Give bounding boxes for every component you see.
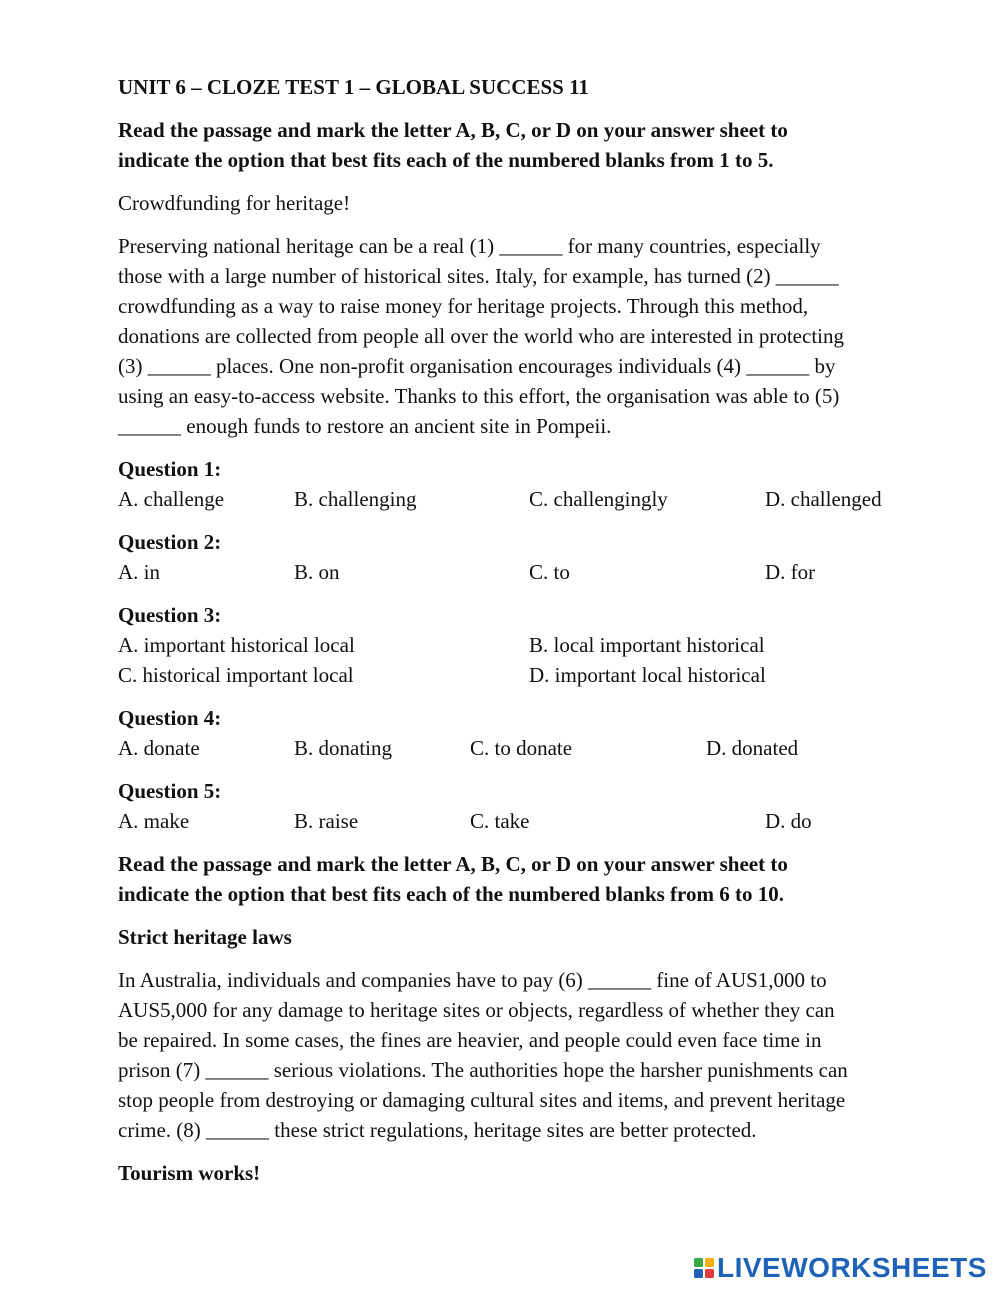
instruction-line: Read the passage and mark the letter A, B, C, or D on your answer sheet to [118,118,788,142]
passage-line: donations are collected from people all over the world who are interested in protecting [118,324,844,348]
instruction-line: indicate the option that best fits each of the numbered blanks from 1 to 5. [118,148,774,172]
option-c[interactable]: C. challengingly [529,487,668,511]
option-row [118,630,918,660]
passage-line: (3) ______ places. One non-profit organisation encourages individuals (4) ______ by [118,354,836,378]
passage-line: crime. (8) ______ these strict regulations, heritage sites are better protected. [118,1118,757,1142]
passage-2-heading: Strict heritage laws [118,925,292,949]
passage-line: crowdfunding as a way to raise money for heritage projects. Through this method, [118,294,809,318]
option-d[interactable]: D. donated [706,736,799,760]
liveworksheets-logo-icon [693,1257,715,1279]
option-c[interactable]: C. historical important local [118,663,354,687]
option-d[interactable]: D. challenged [765,487,882,511]
instruction-line: indicate the option that best fits each of the numbered blanks from 6 to 10. [118,882,784,906]
passage-line: be repaired. In some cases, the fines are heavier, and people could even face time in [118,1028,822,1052]
option-d[interactable]: D. for [765,560,816,584]
passage-line: ______ enough funds to restore an ancient site in Pompeii. [118,414,612,438]
option-a[interactable]: A. donate [118,736,200,760]
question-label: Question 4: [118,706,222,730]
passage-1 [118,231,918,441]
passage-2 [118,965,918,1145]
liveworksheets-logo-text: LIVEWORKSHEETS [717,1252,987,1283]
liveworksheets-logo [693,1253,987,1283]
instruction-line: Read the passage and mark the letter A, B, C, or D on your answer sheet to [118,852,788,876]
option-b[interactable]: B. raise [294,809,359,833]
option-b[interactable]: B. challenging [294,487,417,511]
option-a[interactable]: A. make [118,809,190,833]
question-3 [118,600,918,690]
passage-3-heading: Tourism works! [118,1161,261,1185]
option-row [118,484,918,514]
option-b[interactable]: B. on [294,560,340,584]
option-a[interactable]: A. in [118,560,160,584]
worksheet-title: UNIT 6 – CLOZE TEST 1 – GLOBAL SUCCESS 11 [118,75,589,99]
question-2 [118,527,918,587]
passage-line: using an easy-to-access website. Thanks to this effort, the organisation was able to (5) [118,384,840,408]
option-b[interactable]: B. donating [294,736,392,760]
passage-line: prison (7) ______ serious violations. The authorities hope the harsher punishments can [118,1058,848,1082]
passage-line: those with a large number of historical sites. Italy, for example, has turned (2) ______ [118,264,839,288]
option-row [118,806,918,836]
option-c[interactable]: C. take [470,809,530,833]
option-c[interactable]: C. to donate [470,736,573,760]
question-5 [118,776,918,836]
passage-line: In Australia, individuals and companies have to pay (6) ______ fine of AUS1,000 to [118,968,827,992]
worksheet-page [118,72,918,1201]
passage-1-heading: Crowdfunding for heritage! [118,191,351,215]
instruction-section-1 [118,115,918,175]
option-a[interactable]: A. important historical local [118,633,355,657]
passage-line: Preserving national heritage can be a real (1) ______ for many countries, especially [118,234,821,258]
option-c[interactable]: C. to [529,560,570,584]
question-1 [118,454,918,514]
instruction-section-2 [118,849,918,909]
option-a[interactable]: A. challenge [118,487,225,511]
passage-line: AUS5,000 for any damage to heritage sites or objects, regardless of whether they can [118,998,835,1022]
option-row [118,557,918,587]
question-label: Question 1: [118,457,222,481]
option-row [118,733,918,763]
option-row [118,660,918,690]
passage-line: stop people from destroying or damaging cultural sites and items, and prevent heritage [118,1088,846,1112]
option-d[interactable]: D. do [765,809,812,833]
question-4 [118,703,918,763]
question-label: Question 3: [118,603,222,627]
question-label: Question 5: [118,779,222,803]
question-label: Question 2: [118,530,222,554]
option-b[interactable]: B. local important historical [529,633,765,657]
option-d[interactable]: D. important local historical [529,663,766,687]
